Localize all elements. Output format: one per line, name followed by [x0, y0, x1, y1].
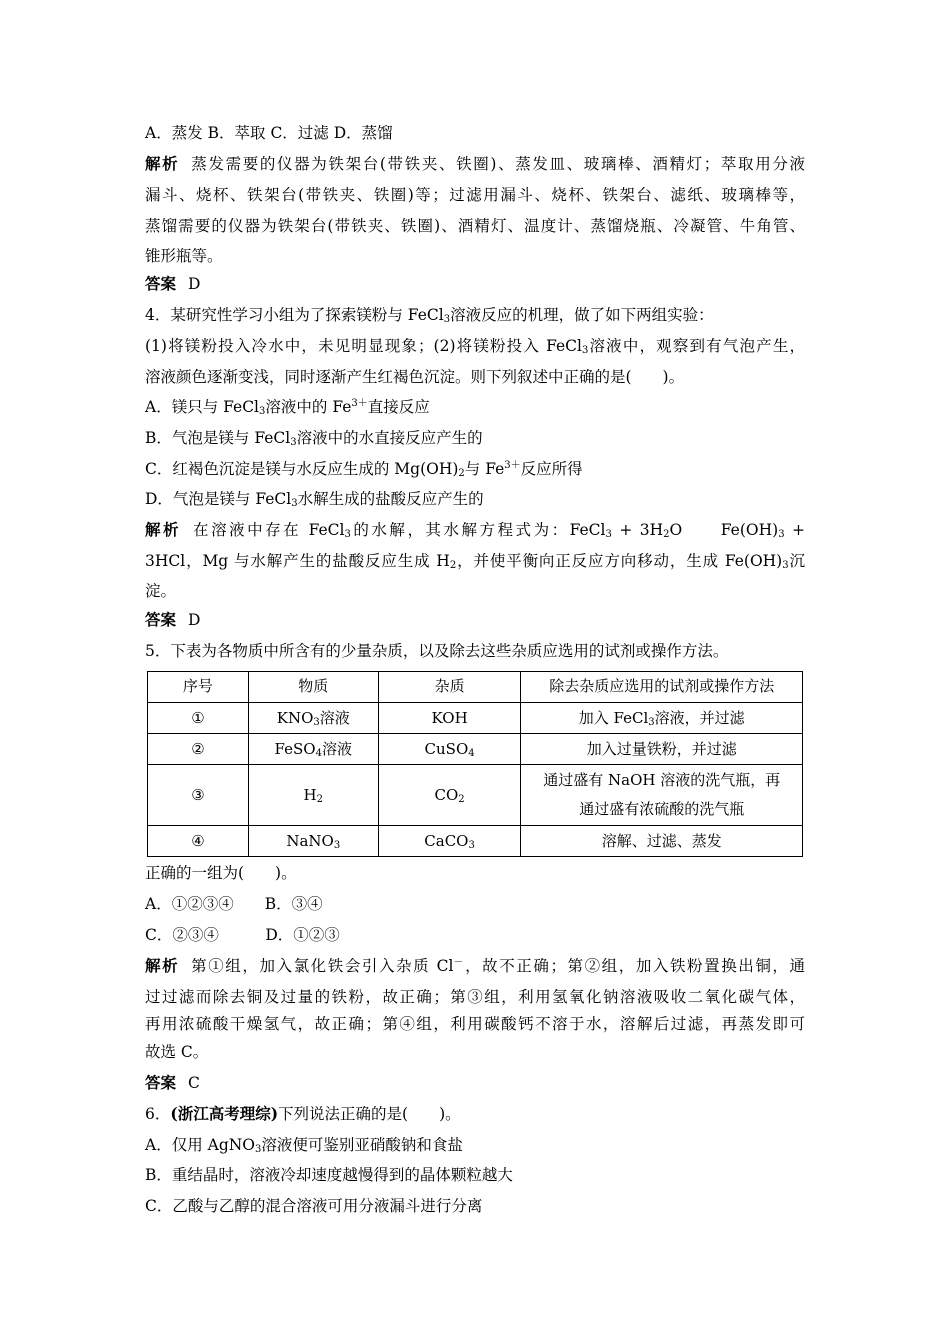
q5-explain-line-1: 解析 第①组，加入氯化铁会引入杂质 Cl－，故不正确；第②组，加入铁粉置换出铜，通 — [145, 956, 805, 975]
q5-stem: 5．下表为各物质中所含有的少量杂质，以及除去这些杂质应选用的试剂或操作方法。 — [145, 642, 729, 660]
row-substance: FeSO$_4$溶液 — [248, 734, 378, 765]
row-no: ① — [148, 703, 249, 734]
q5-explain-line-4: 故选 C。 — [145, 1043, 209, 1061]
q6-source: (浙江高考理综) — [170, 1104, 279, 1123]
row-impurity: $CO_2$ — [378, 765, 521, 826]
q5-options-ab: A．①②③④ B．③④ — [145, 895, 323, 913]
q4-option-a: A．镁只与 FeCl$_3$溶液中的 $Fe^{3+}$直接反应 — [145, 398, 430, 417]
q6-stem: 6．(浙江高考理综)下列说法正确的是( )。 — [145, 1104, 461, 1123]
header-method: 除去杂质应选用的试剂或操作方法 — [521, 672, 803, 703]
row-method: 通过盛有 NaOH 溶液的洗气瓶，再 通过盛有浓硫酸的洗气瓶 — [521, 765, 803, 826]
q4-explain-line-2: 3HCl，Mg 与水解产生的盐酸反应生成 $H_2$，并使平衡向正反应方向移动，生成 $Fe(OH)_3$沉 — [145, 552, 805, 571]
q4-explain-line-1: 解析 在溶液中存在 FeCl$_3$的水解，其水解方程式为：FeCl$_3$ + $3H_2O$ $Fe(OH)_3$ + — [145, 520, 805, 540]
answer-label: 答案 — [145, 1073, 177, 1092]
impurity-table — [147, 671, 803, 857]
table-row — [148, 765, 803, 826]
q4-explain-line-3: 淀。 — [145, 582, 177, 600]
answer-label: 答案 — [145, 610, 177, 629]
q3-explain-line-2: 漏斗、烧杯、铁架台(带铁夹、铁圈)等；过滤用漏斗、烧杯、铁架台、滤纸、玻璃棒等， — [145, 186, 805, 204]
row-substance: $KNO_3$溶液 — [248, 703, 378, 734]
row-method: 加入 FeCl$_3$溶液，并过滤 — [521, 703, 803, 734]
row-method: 溶解、过滤、蒸发 — [521, 826, 803, 857]
row-substance: NaNO$_3$ — [248, 826, 378, 857]
q3-options: A．蒸发 B．萃取 C．过滤 D．蒸馏 — [145, 124, 393, 142]
header-substance: 物质 — [248, 672, 378, 703]
q6-option-a: A．仅用 AgNO$_3$溶液便可鉴别亚硝酸钠和食盐 — [145, 1136, 463, 1155]
header-no: 序号 — [148, 672, 249, 703]
row-no: ③ — [148, 765, 249, 826]
explain-label: 解析 — [145, 154, 180, 173]
header-impurity: 杂质 — [378, 672, 521, 703]
q4-stem-line-2: (1)将镁粉投入冷水中，未见明显现象；(2)将镁粉投入 FeCl$_3$溶液中，观察到有气泡产生， — [145, 337, 805, 356]
table-row — [148, 826, 803, 857]
row-no: ② — [148, 734, 249, 765]
q5-answer: 答案 C — [145, 1073, 200, 1092]
explain-label: 解析 — [145, 956, 180, 975]
table-row — [148, 734, 803, 765]
q4-option-d: D．气泡是镁与 FeCl$_3$水解生成的盐酸反应产生的 — [145, 490, 484, 509]
table-header-row — [148, 672, 803, 703]
q6-option-b: B．重结晶时，溶液冷却速度越慢得到的晶体颗粒越大 — [145, 1166, 513, 1184]
q3-answer: 答案 D — [145, 274, 201, 293]
q5-explain-line-2: 过过滤而除去铜及过量的铁粉，故正确；第③组，利用氢氧化钠溶液吸收二氧化碳气体， — [145, 988, 805, 1006]
q5-options-cd: C．②③④ D．①②③ — [145, 926, 340, 944]
row-impurity: KOH — [378, 703, 521, 734]
row-no: ④ — [148, 826, 249, 857]
row-substance: $H_2$ — [248, 765, 378, 826]
row-method: 加入过量铁粉，并过滤 — [521, 734, 803, 765]
q4-stem-line-3: 溶液颜色逐渐变浅，同时逐渐产生红褐色沉淀。则下列叙述中正确的是( )。 — [145, 368, 685, 386]
q3-explain-line-3: 蒸馏需要的仪器为铁架台(带铁夹、铁圈)、酒精灯、温度计、蒸馏烧瓶、冷凝管、牛角管、 — [145, 217, 805, 235]
q5-explain-line-3: 再用浓硫酸干燥氢气，故正确；第④组，利用碳酸钙不溶于水，溶解后过滤，再蒸发即可 — [145, 1015, 805, 1033]
row-impurity: CaCO$_3$ — [378, 826, 521, 857]
explain-label: 解析 — [145, 520, 182, 539]
q6-option-c: C．乙酸与乙醇的混合溶液可用分液漏斗进行分离 — [145, 1197, 483, 1215]
table-row — [148, 703, 803, 734]
q4-option-c: C．红褐色沉淀是镁与水反应生成的 $Mg(OH)_2$与 $Fe^{3+}$反应所得 — [145, 460, 583, 479]
q4-answer: 答案 D — [145, 610, 201, 629]
q3-explain-line-1: 解析 蒸发需要的仪器为铁架台(带铁夹、铁圈)、蒸发皿、玻璃棒、酒精灯；萃取用分液 — [145, 154, 805, 173]
row-impurity: CuSO$_4$ — [378, 734, 521, 765]
q5-after-table: 正确的一组为( )。 — [145, 864, 297, 882]
q4-stem-line-1: 4．某研究性学习小组为了探索镁粉与 FeCl$_3$溶液反应的机理，做了如下两组实验： — [145, 306, 714, 325]
answer-label: 答案 — [145, 274, 177, 293]
q4-option-b: B．气泡是镁与 FeCl$_3$溶液中的水直接反应产生的 — [145, 429, 483, 448]
q3-explain-line-4: 锥形瓶等。 — [145, 247, 223, 265]
